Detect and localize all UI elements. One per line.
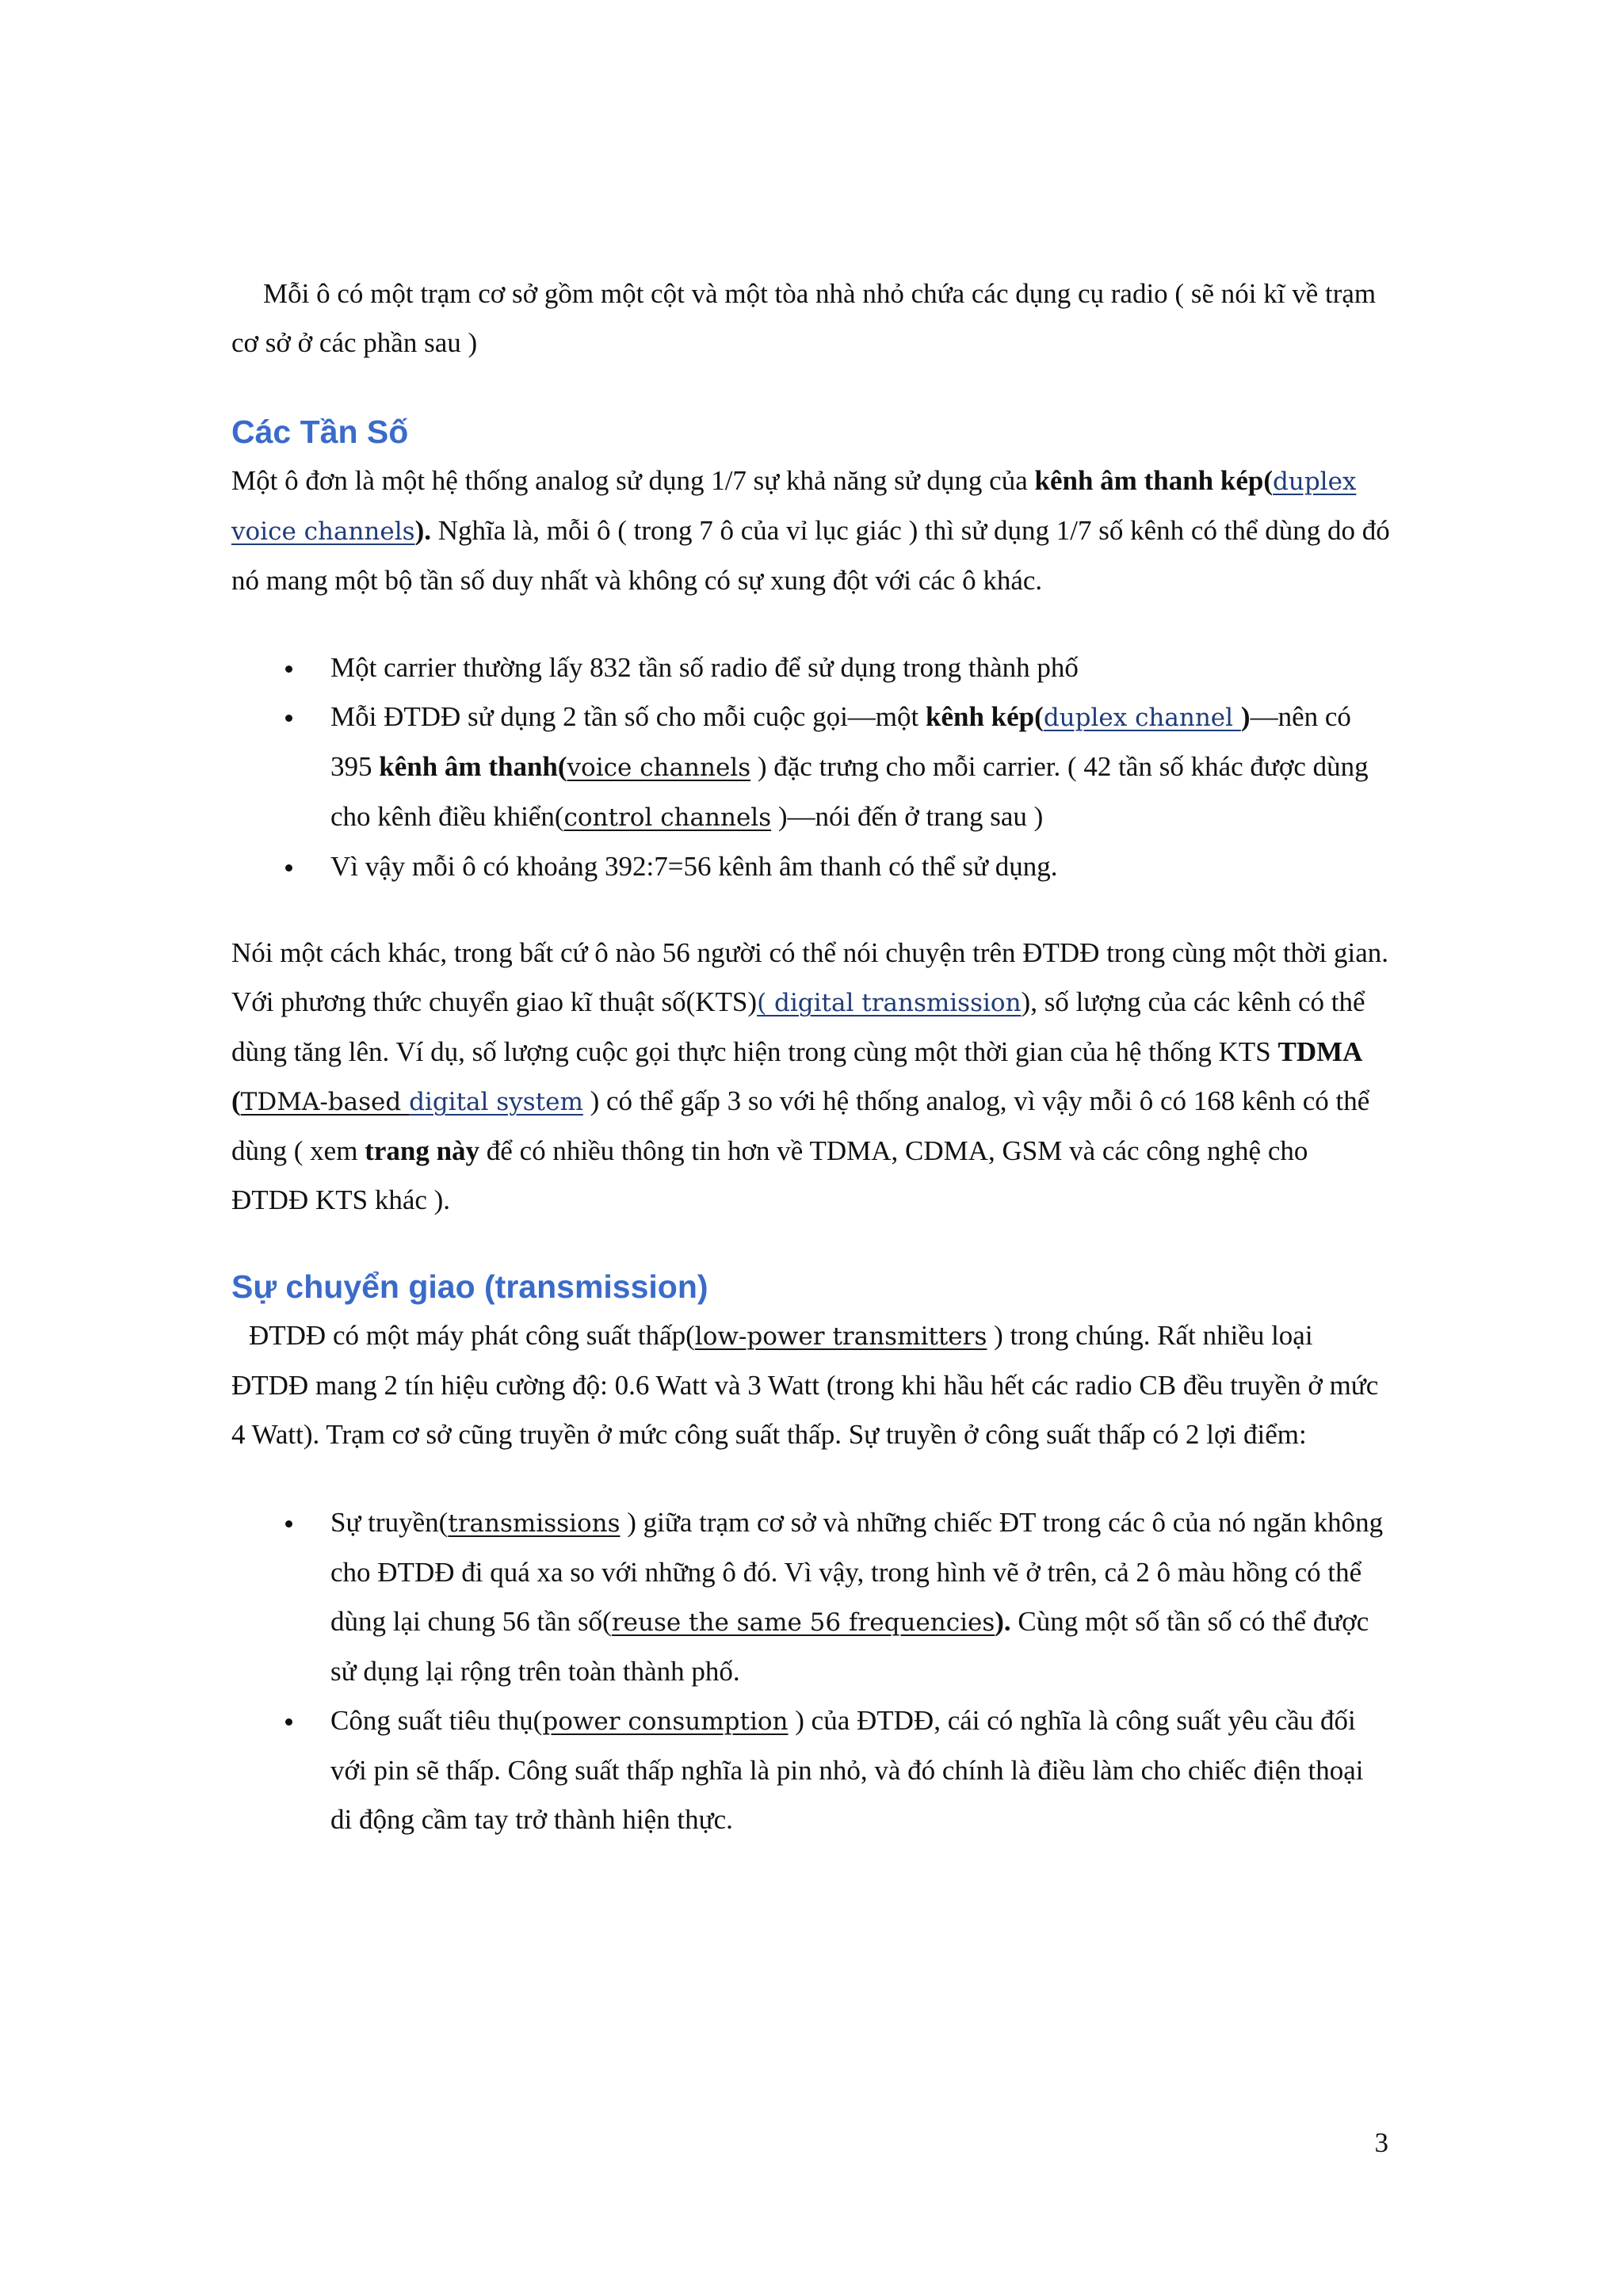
- paragraph-frequencies: [231, 456, 1390, 605]
- link-duplex-channel[interactable]: duplex channel: [1043, 704, 1241, 732]
- bold-text: ).: [995, 1606, 1011, 1637]
- bold-text: trang này: [365, 1135, 480, 1166]
- bold-text: TDMA (: [231, 1036, 1361, 1116]
- bullet-icon: [285, 666, 292, 673]
- text-run: —nên có 395: [330, 701, 1351, 782]
- link-low-power-transmitters[interactable]: low-power transmitters: [694, 1322, 987, 1351]
- heading-transmission: Sự chuyển giao (transmission): [231, 1268, 708, 1305]
- text-run: Nghĩa là, mỗi ô ( trong 7 ô của vỉ lục giác ) thì sử dụng 1/7 số kênh có thể dùng do đó nó mang một bộ tần số duy nhất và không có sự xung đột với các ô khác.: [231, 515, 1390, 596]
- list-item: [231, 842, 1390, 891]
- bullet-icon: [285, 1520, 292, 1527]
- text-run: Công suất tiêu thụ(: [330, 1705, 543, 1736]
- list-item: [231, 643, 1390, 692]
- text-run: ) có thể gấp 3 so với hệ thống analog, vì vậy mỗi ô có 168 kênh có thể dùng ( xem: [231, 1085, 1370, 1166]
- text-run: ĐTDĐ có một máy phát công suất thấp(: [249, 1320, 695, 1351]
- document-body: [231, 269, 1390, 1844]
- bullet-icon: [285, 715, 292, 722]
- frequency-facts-list: [231, 643, 1390, 891]
- text-run: Mỗi ĐTDĐ sử dụng 2 tần số cho mỗi cuộc gọi—một: [330, 701, 926, 732]
- bold-text: ): [1240, 701, 1251, 732]
- link-duplex-voice-channels[interactable]: duplex voice channels: [231, 467, 1357, 546]
- advantages-list: [231, 1498, 1390, 1844]
- link-power-consumption[interactable]: power consumption: [542, 1707, 789, 1736]
- link-digital-transmission[interactable]: ( digital transmission: [757, 989, 1022, 1017]
- list-item: [231, 1696, 1390, 1844]
- link-reuse-frequencies[interactable]: reuse the same 56 frequencies: [611, 1608, 995, 1637]
- text-run: ) trong chúng. Rất nhiều loại ĐTDĐ mang 2 tín hiệu cường độ: 0.6 Watt và 3 Watt (trong khi hầu hết các radio CB đều truyền ở mức 4 Watt). Trạm cơ sở cũng truyền ở mức công suất thấp. Sự truyền ở công suất thấp có 2 lợi điểm:: [231, 1320, 1379, 1450]
- heading-frequencies: Các Tần Số: [231, 414, 409, 450]
- link-digital-system[interactable]: digital system: [409, 1088, 583, 1116]
- bullet-icon: [285, 1718, 292, 1726]
- link-control-channels[interactable]: control channels: [563, 803, 772, 832]
- text-run: Sự truyền(: [330, 1507, 449, 1538]
- text-run: ), số lượng của các kênh có thể dùng tăng lên. Ví dụ, số lượng cuộc gọi thực hiện trong cùng một thời gian của hệ thống KTS: [231, 986, 1365, 1067]
- text-run: ) đặc trưng cho mỗi carrier. ( 42 tần số khác được dùng cho kênh điều khiển(: [330, 751, 1369, 832]
- link-transmissions[interactable]: transmissions: [448, 1509, 621, 1538]
- paragraph-low-power: [231, 1311, 1390, 1459]
- bold-text: kênh âm thanh(: [379, 751, 567, 782]
- bold-text: kênh âm thanh kép(: [1034, 465, 1274, 496]
- list-item: [231, 692, 1390, 842]
- link-voice-channels[interactable]: voice channels: [567, 753, 751, 782]
- text-run: Một carrier thường lấy 832 tần số radio để sử dụng trong thành phố: [330, 652, 1079, 683]
- text-run: Cùng một số tần số có thể được sử dụng lại rộng trên toàn thành phố.: [330, 1606, 1369, 1687]
- text-run: ) của ĐTDĐ, cái có nghĩa là công suất yêu cầu đối với pin sẽ thấp. Công suất thấp nghĩa là pin nhỏ, và đó chính là điều làm cho chiếc điện thoại di động cầm tay trở thành hiện thực.: [330, 1705, 1364, 1835]
- bold-text: ).: [414, 515, 431, 546]
- page-number: 3: [1374, 2127, 1388, 2158]
- list-item: [231, 1498, 1390, 1696]
- bullet-icon: [285, 864, 292, 871]
- paragraph-digital-transmission: [231, 929, 1390, 1225]
- text-run: Nói một cách khác, trong bất cứ ô nào 56 người có thể nói chuyện trên ĐTDĐ trong cùng một thời gian. Với phương thức chuyển giao kĩ thuật số(KTS): [231, 937, 1389, 1017]
- text-run: )—nói đến ở trang sau ): [771, 801, 1044, 832]
- text-run: để có nhiều thông tin hơn về TDMA, CDMA, GSM và các công nghệ cho ĐTDĐ KTS khác ).: [231, 1135, 1308, 1215]
- link-tdma-based[interactable]: TDMA-based: [240, 1088, 410, 1116]
- text-run: Một ô đơn là một hệ thống analog sử dụng 1/7 sự khả năng sử dụng của: [231, 465, 1035, 496]
- paragraph-base-station-intro: Mỗi ô có một trạm cơ sở gồm một cột và một tòa nhà nhỏ chứa các dụng cụ radio ( sẽ nói kĩ về trạm cơ sở ở các phần sau ): [231, 278, 1377, 358]
- bold-text: kênh kép(: [926, 701, 1044, 732]
- text-run: Vì vậy mỗi ô có khoảng 392:7=56 kênh âm thanh có thể sử dụng.: [330, 851, 1058, 882]
- text-run: ) giữa trạm cơ sở và những chiếc ĐT trong các ô của nó ngăn không cho ĐTDĐ đi quá xa so với những ô đó. Vì vậy, trong hình vẽ ở trên, cả 2 ô màu hồng có thể dùng lại chung 56 tần số(: [330, 1507, 1384, 1637]
